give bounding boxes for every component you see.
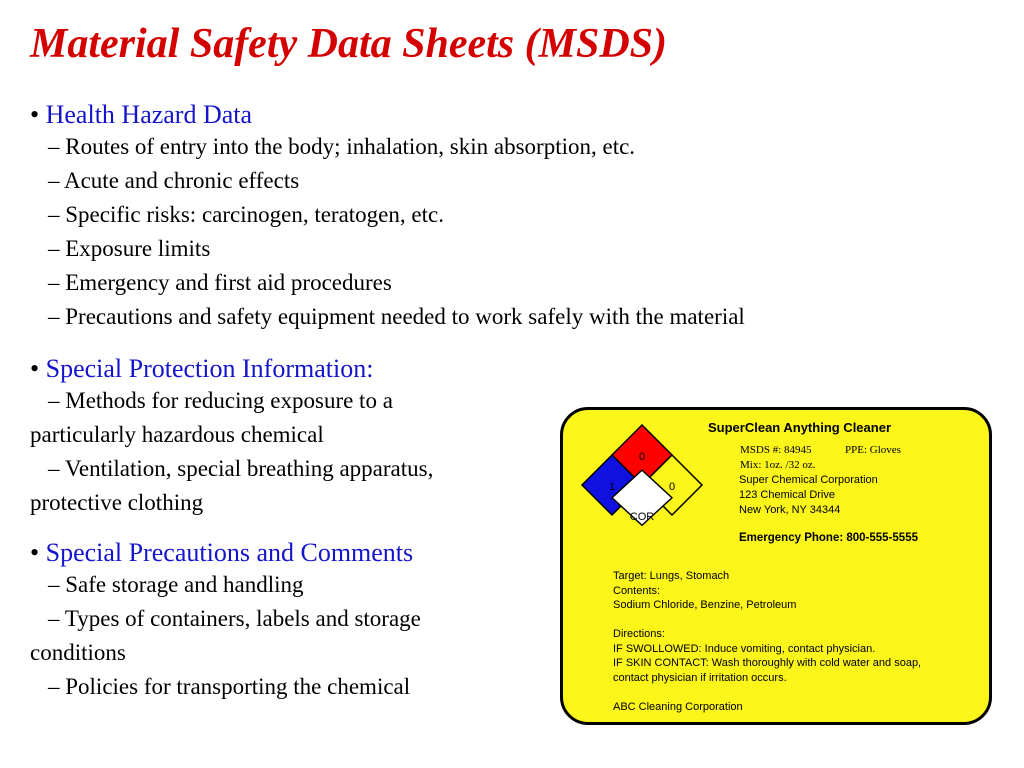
bullet: • [30, 354, 40, 383]
company-name: Super Chemical Corporation [739, 474, 878, 486]
company-street: 123 Chemical Drive [739, 489, 835, 501]
msds-label [560, 407, 992, 725]
section-special-precautions [30, 538, 421, 704]
contents-list: Sodium Chloride, Benzine, Petroleum [613, 599, 797, 611]
list-item: particularly hazardous chemical [30, 422, 324, 447]
msds-number: MSDS #: 84945 [740, 444, 812, 456]
emergency-phone: Emergency Phone: 800-555-5555 [739, 532, 918, 544]
section-heading [30, 538, 421, 568]
slide-title: Material Safety Data Sheets (MSDS) [30, 21, 668, 67]
bullet: • [30, 538, 40, 567]
list-item: – Emergency and first aid procedures [48, 270, 392, 295]
mix-ratio: Mix: 1oz. /32 oz. [740, 459, 816, 471]
list-item: – Policies for transporting the chemical [48, 674, 411, 699]
list-item: – Types of containers, labels and storage [48, 606, 421, 631]
list-item: protective clothing [30, 490, 204, 515]
list-item: – Routes of entry into the body; inhalation, skin absorption, etc. [48, 134, 636, 159]
bullet: • [30, 100, 40, 129]
nfpa-diamond-icon [575, 424, 709, 536]
contents-label: Contents: [613, 584, 661, 597]
list-item: – Specific risks: carcinogen, teratogen, etc. [48, 202, 444, 227]
list-item: – Precautions and safety equipment needed to work safely with the material [48, 304, 745, 329]
heading-text: Health Hazard Data [45, 100, 253, 129]
company-city: New York, NY 34344 [739, 504, 841, 516]
direction-line: IF SWOLLOWED: Induce vomiting, contact physician. [613, 642, 876, 655]
label-body [613, 569, 921, 714]
direction-line: IF SKIN CONTACT: Wash thoroughly with cold water and soap, [613, 657, 922, 669]
target-organs: Target: Lungs, Stomach [613, 570, 730, 582]
directions-label: Directions: [613, 628, 665, 640]
heading-text: Special Precautions and Comments [45, 538, 414, 567]
list-item: – Ventilation, special breathing apparatus, [48, 456, 434, 481]
manufacturer: ABC Cleaning Corporation [613, 700, 743, 713]
section-special-protection [30, 354, 433, 520]
list-item: – Methods for reducing exposure to a [48, 388, 393, 413]
list-item: – Exposure limits [48, 236, 211, 261]
list-item: conditions [30, 640, 126, 665]
spacer [613, 685, 921, 700]
ppe: PPE: Gloves [845, 444, 901, 456]
section-heading [30, 100, 745, 130]
nfpa-special-value: COR [629, 511, 655, 523]
section-heading [30, 354, 433, 384]
section-health-hazard [30, 100, 745, 334]
nfpa-flammability-value: 0 [638, 451, 646, 463]
heading-text: Special Protection Information: [45, 354, 374, 383]
nfpa-health-value: 1 [608, 481, 616, 493]
list-item: – Acute and chronic effects [48, 168, 300, 193]
list-item: – Safe storage and handling [48, 572, 304, 597]
direction-line: contact physician if irritation occurs. [613, 671, 787, 684]
product-name: SuperClean Anything Cleaner [708, 420, 891, 435]
nfpa-reactivity-value: 0 [668, 481, 676, 493]
spacer [613, 613, 921, 628]
